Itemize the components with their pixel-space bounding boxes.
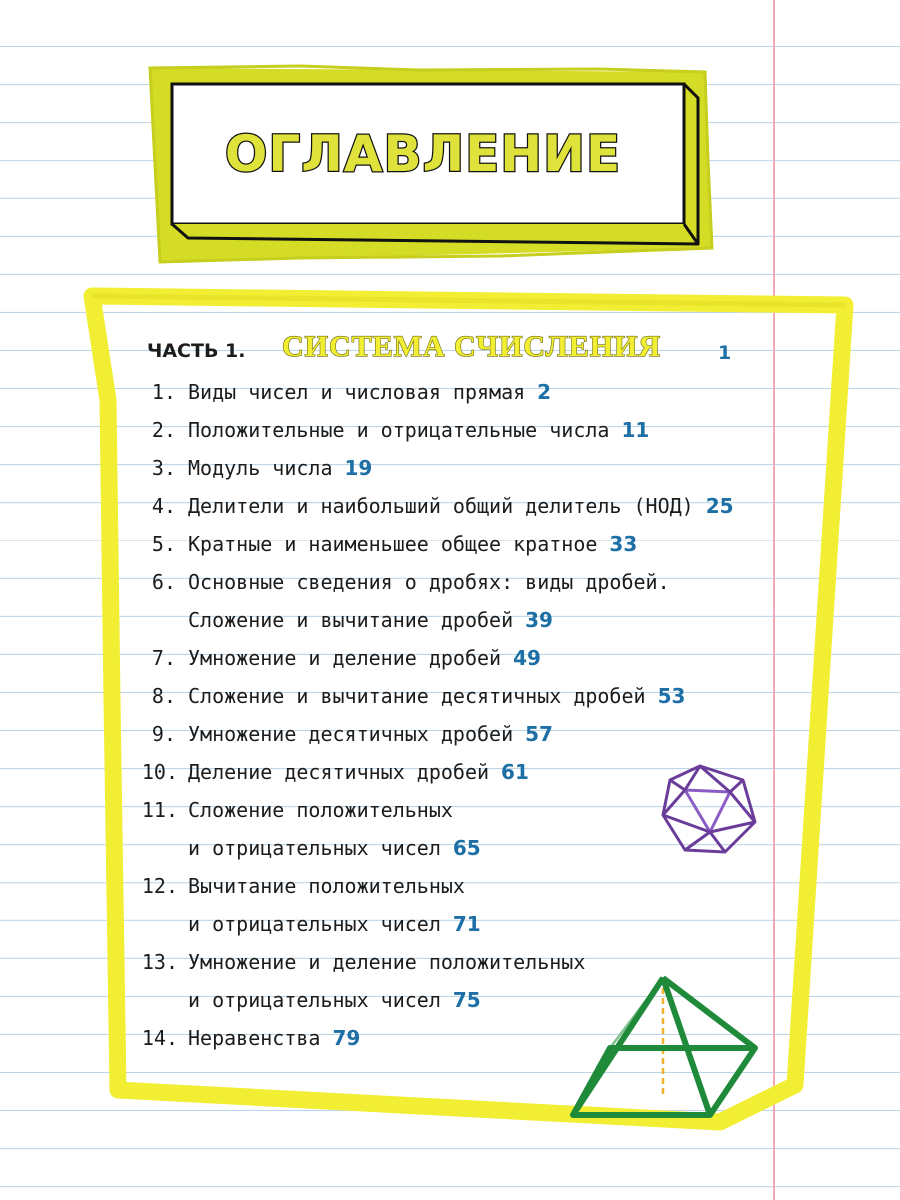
toc-entry-title: и отрицательных чисел: [188, 836, 441, 860]
toc-entry-title: Делители и наибольший общий делитель (НОД): [188, 494, 694, 518]
toc-entry-number: 13.: [141, 950, 178, 974]
toc-entry-title: Основные сведения о дробях: виды дробей.: [188, 570, 670, 594]
toc-entry-page-number[interactable]: 39: [525, 608, 553, 632]
toc-entry-number: 10.: [141, 760, 178, 784]
toc-entry-title: Умножение и деление положительных: [188, 950, 586, 974]
toc-entry-number: 5.: [151, 532, 176, 556]
part-title: СИСТЕМА СЧИСЛЕНИЯ: [282, 330, 662, 363]
toc-entry-number: 3.: [151, 456, 176, 480]
toc-entry-title: и отрицательных чисел: [188, 988, 441, 1012]
toc-entry-title: Модуль числа: [188, 456, 333, 480]
toc-entry-page-number[interactable]: 25: [705, 494, 734, 518]
part-page-number[interactable]: 1: [718, 342, 732, 364]
toc-entry-page-number[interactable]: 53: [657, 684, 686, 708]
toc-entry-number: 2.: [151, 418, 176, 442]
toc-entry-page-number[interactable]: 2: [537, 380, 552, 404]
toc-entry-page-number[interactable]: 65: [452, 836, 481, 860]
toc-entry-title: Сложение и вычитание дробей: [188, 608, 514, 632]
icosahedron-icon: [655, 760, 765, 860]
pyramid-icon: [565, 970, 770, 1130]
toc-entry-title: Виды чисел и числовая прямая: [188, 380, 526, 404]
toc-entry-number: 12.: [141, 874, 178, 898]
toc-entry-number: 7.: [151, 646, 176, 670]
toc-entry-number: 11.: [141, 798, 178, 822]
toc-entry-number: 1.: [151, 380, 176, 404]
toc-entry-page-number[interactable]: 11: [621, 418, 650, 442]
toc-entry-title: Вычитание положительных: [188, 874, 465, 898]
toc-entry-title: Положительные и отрицательные числа: [188, 418, 610, 442]
toc-entry-page-number[interactable]: 33: [609, 532, 638, 556]
toc-entry-number: 14.: [141, 1026, 178, 1050]
toc-entry-number: 6.: [151, 570, 176, 594]
part-label: ЧАСТЬ 1.: [147, 340, 246, 362]
toc-entry-title: Деление десятичных дробей: [188, 760, 490, 784]
toc-entry-title: Неравенства: [188, 1026, 321, 1050]
toc-entry-page-number[interactable]: 49: [513, 646, 541, 670]
toc-entry-title: Сложение и вычитание десятичных дробей: [188, 684, 646, 708]
toc-entry-page-number[interactable]: 79: [332, 1026, 361, 1050]
toc-entry-number: 9.: [151, 722, 176, 746]
toc-entry-number: 8.: [151, 684, 176, 708]
toc-entry-title: Сложение положительных: [188, 798, 453, 822]
page-title: ОГЛАВЛЕНИЕ: [224, 125, 622, 183]
toc-entry-page-number[interactable]: 61: [501, 760, 529, 784]
toc-entry-page-number[interactable]: 75: [452, 988, 481, 1012]
toc-entry-title: Умножение и деление дробей: [188, 646, 502, 670]
toc-entry-number: 4.: [151, 494, 176, 518]
toc-entry-page-number[interactable]: 71: [452, 912, 481, 936]
toc-entry-title: Кратные и наименьшее общее кратное: [188, 532, 598, 556]
toc-entry-title: и отрицательных чисел: [188, 912, 441, 936]
toc-entry-title: Умножение десятичных дробей: [188, 722, 514, 746]
toc-entry-page-number[interactable]: 19: [344, 456, 373, 480]
toc-entry-page-number[interactable]: 57: [525, 722, 553, 746]
